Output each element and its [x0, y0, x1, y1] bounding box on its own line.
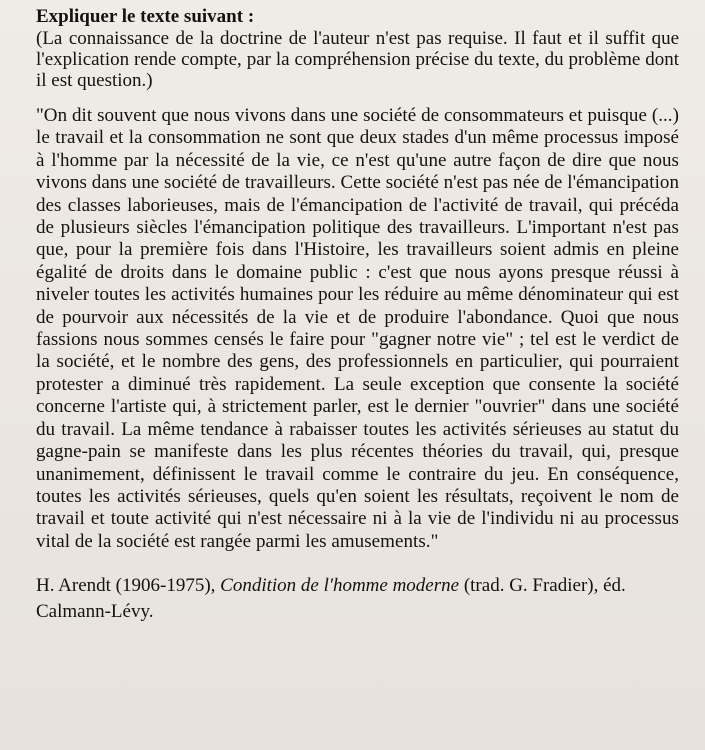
- quoted-text: "On dit souvent que nous vivons dans une société de consommateurs et puisque (...) le travail et la consommation ne sont que deux stades d'un même processus imposé à l'homme par la nécessité de la vie, ce n'est qu'une autre façon de dire que nous vivons dans une société de travailleurs. Cette société n'est pas née de l'émancipation des classes laborieuses, mais de l'émancipation de l'activité de travail, qui précéda de plusieurs siècles l'émancipation politique des travailleurs. L'important n'est pas que, pour la première fois dans l'Histoire, les travailleurs soient admis en pleine égalité de droits dans le domaine public : c'est que nous ayons presque réussi à niveler toutes les activités humaines pour les réduire au même dénominateur qui est de pourvoir aux nécessités de la vie et de produire l'abondance. Quoi que nous fassions nous sommes censés le faire pour "gagner notre vie" ; tel est le verdict de la société, et le nombre des gens, des professionnels en particulier, qui pourraient protester a diminué très rapidement. La seule exception que consente la société concerne l'artiste qui, à strictement parler, est le dernier "ouvrier" dans une société du travail. La même tendance à rabaisser toutes les activités sérieuses au statut du gagne-pain se manifeste dans les plus récentes théories du travail, qui, presque unanimement, définissent le travail comme le contraire du jeu. En conséquence, toutes les activités sérieuses, quels qu'en soient les résultats, reçoivent le nom de travail et toute activité qui n'est nécessaire ni à la vie de l'individu ni au processus vital de la société est rangée parmi les amusements.": [36, 105, 679, 552]
- source-citation: [36, 573, 679, 625]
- citation-work-title: Condition de l'homme moderne: [220, 575, 460, 597]
- exercise-instructions: (La connaissance de la doctrine de l'auteur n'est pas requise. Il faut et il suffit que l'explication rende compte, par la compréhension précise du texte, du problème dont il est question.): [36, 28, 679, 91]
- exercise-title: Expliquer le texte suivant :: [36, 6, 255, 27]
- citation-publisher: (trad. G. Fradier), éd. Calmann-Lévy.: [36, 575, 626, 623]
- citation-author: H. Arendt (1906-1975),: [36, 575, 221, 597]
